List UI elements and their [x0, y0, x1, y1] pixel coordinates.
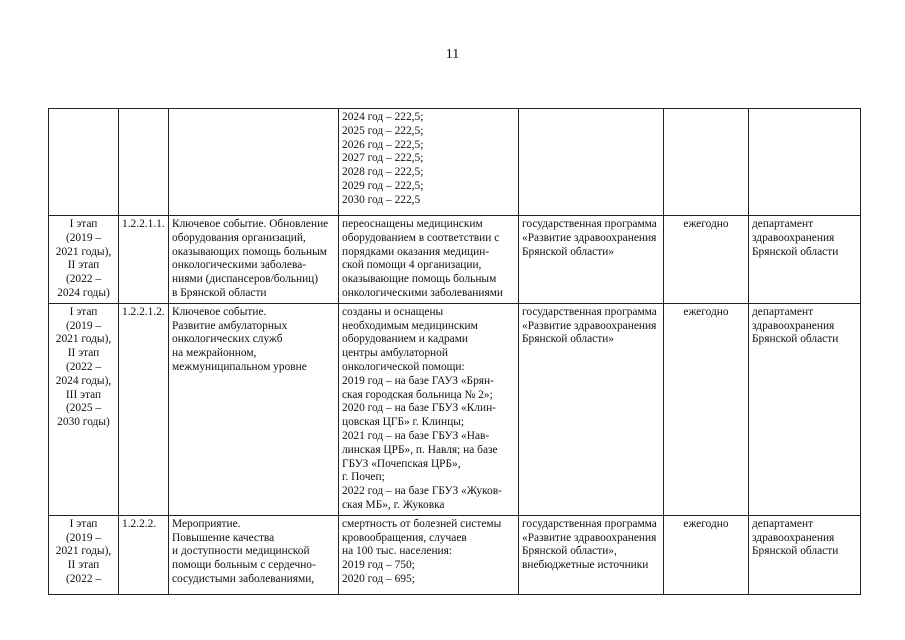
page-number: 11	[445, 47, 460, 62]
stage-cell: I этап (2019 – 2021 годы), II этап (2022 – 2024 годы)	[49, 216, 119, 304]
stage-cell: I этап (2019 – 2021 годы), II этап (2022 –	[49, 515, 119, 594]
source-cell: государственная программа «Развитие здравоохранения Брянской области»	[519, 303, 664, 515]
table-row	[49, 515, 861, 594]
plan-table	[48, 108, 861, 595]
indicator-cell: созданы и оснащены необходимым медицинским оборудованием и кадрами центры амбулаторной онкологической помощи: 2019 год – на базе ГАУЗ «Брян- ская городская больница № 2»; 2020 год – на базе ГБУЗ «Клин- цовская ЦГБ» г. Клинцы; 2021 год – на базе ГБУЗ «Нав- линская ЦРБ», п. Навля; на базе ГБУЗ «Почепская ЦРБ», г. Почеп; 2022 год – на базе ГБУЗ «Жуков- ская МБ», г. Жуковка	[339, 303, 519, 515]
executor-cell	[749, 109, 861, 216]
description-cell	[169, 109, 339, 216]
description-cell: Ключевое событие. Обновление оборудования организаций, оказывающих помощь больным онкологическими заболева- ниями (диспансеров/больниц) в Брянской области	[169, 216, 339, 304]
executor-cell: департамент здравоохранения Брянской области	[749, 303, 861, 515]
executor-cell: департамент здравоохранения Брянской области	[749, 515, 861, 594]
source-cell	[519, 109, 664, 216]
term-cell: ежегодно	[664, 515, 749, 594]
table-row	[49, 109, 861, 216]
table-row	[49, 216, 861, 304]
source-cell: государственная программа «Развитие здравоохранения Брянской области», внебюджетные источники	[519, 515, 664, 594]
table-row	[49, 303, 861, 515]
executor-cell: департамент здравоохранения Брянской области	[749, 216, 861, 304]
source-cell: государственная программа «Развитие здравоохранения Брянской области»	[519, 216, 664, 304]
description-cell: Ключевое событие. Развитие амбулаторных онкологических служб на межрайонном, межмуниципальном уровне	[169, 303, 339, 515]
code-cell: 1.2.2.1.2.	[119, 303, 169, 515]
code-cell: 1.2.2.1.1.	[119, 216, 169, 304]
indicator-cell: переоснащены медицинским оборудованием в соответствии с порядками оказания медицин- ской помощи 4 организации, оказывающие помощь больным онкологическими заболеваниями	[339, 216, 519, 304]
term-cell	[664, 109, 749, 216]
stage-cell	[49, 109, 119, 216]
indicator-cell: 2024 год – 222,5; 2025 год – 222,5; 2026 год – 222,5; 2027 год – 222,5; 2028 год – 222,5; 2029 год – 222,5; 2030 год – 222,5	[339, 109, 519, 216]
term-cell: ежегодно	[664, 216, 749, 304]
description-cell: Мероприятие. Повышение качества и доступности медицинской помощи больным с сердечно- сосудистыми заболеваниями,	[169, 515, 339, 594]
term-cell: ежегодно	[664, 303, 749, 515]
code-cell: 1.2.2.2.	[119, 515, 169, 594]
code-cell	[119, 109, 169, 216]
stage-cell: I этап (2019 – 2021 годы), II этап (2022 – 2024 годы), III этап (2025 – 2030 годы)	[49, 303, 119, 515]
indicator-cell: смертность от болезней системы кровообращения, случаев на 100 тыс. населения: 2019 год – 750; 2020 год – 695;	[339, 515, 519, 594]
